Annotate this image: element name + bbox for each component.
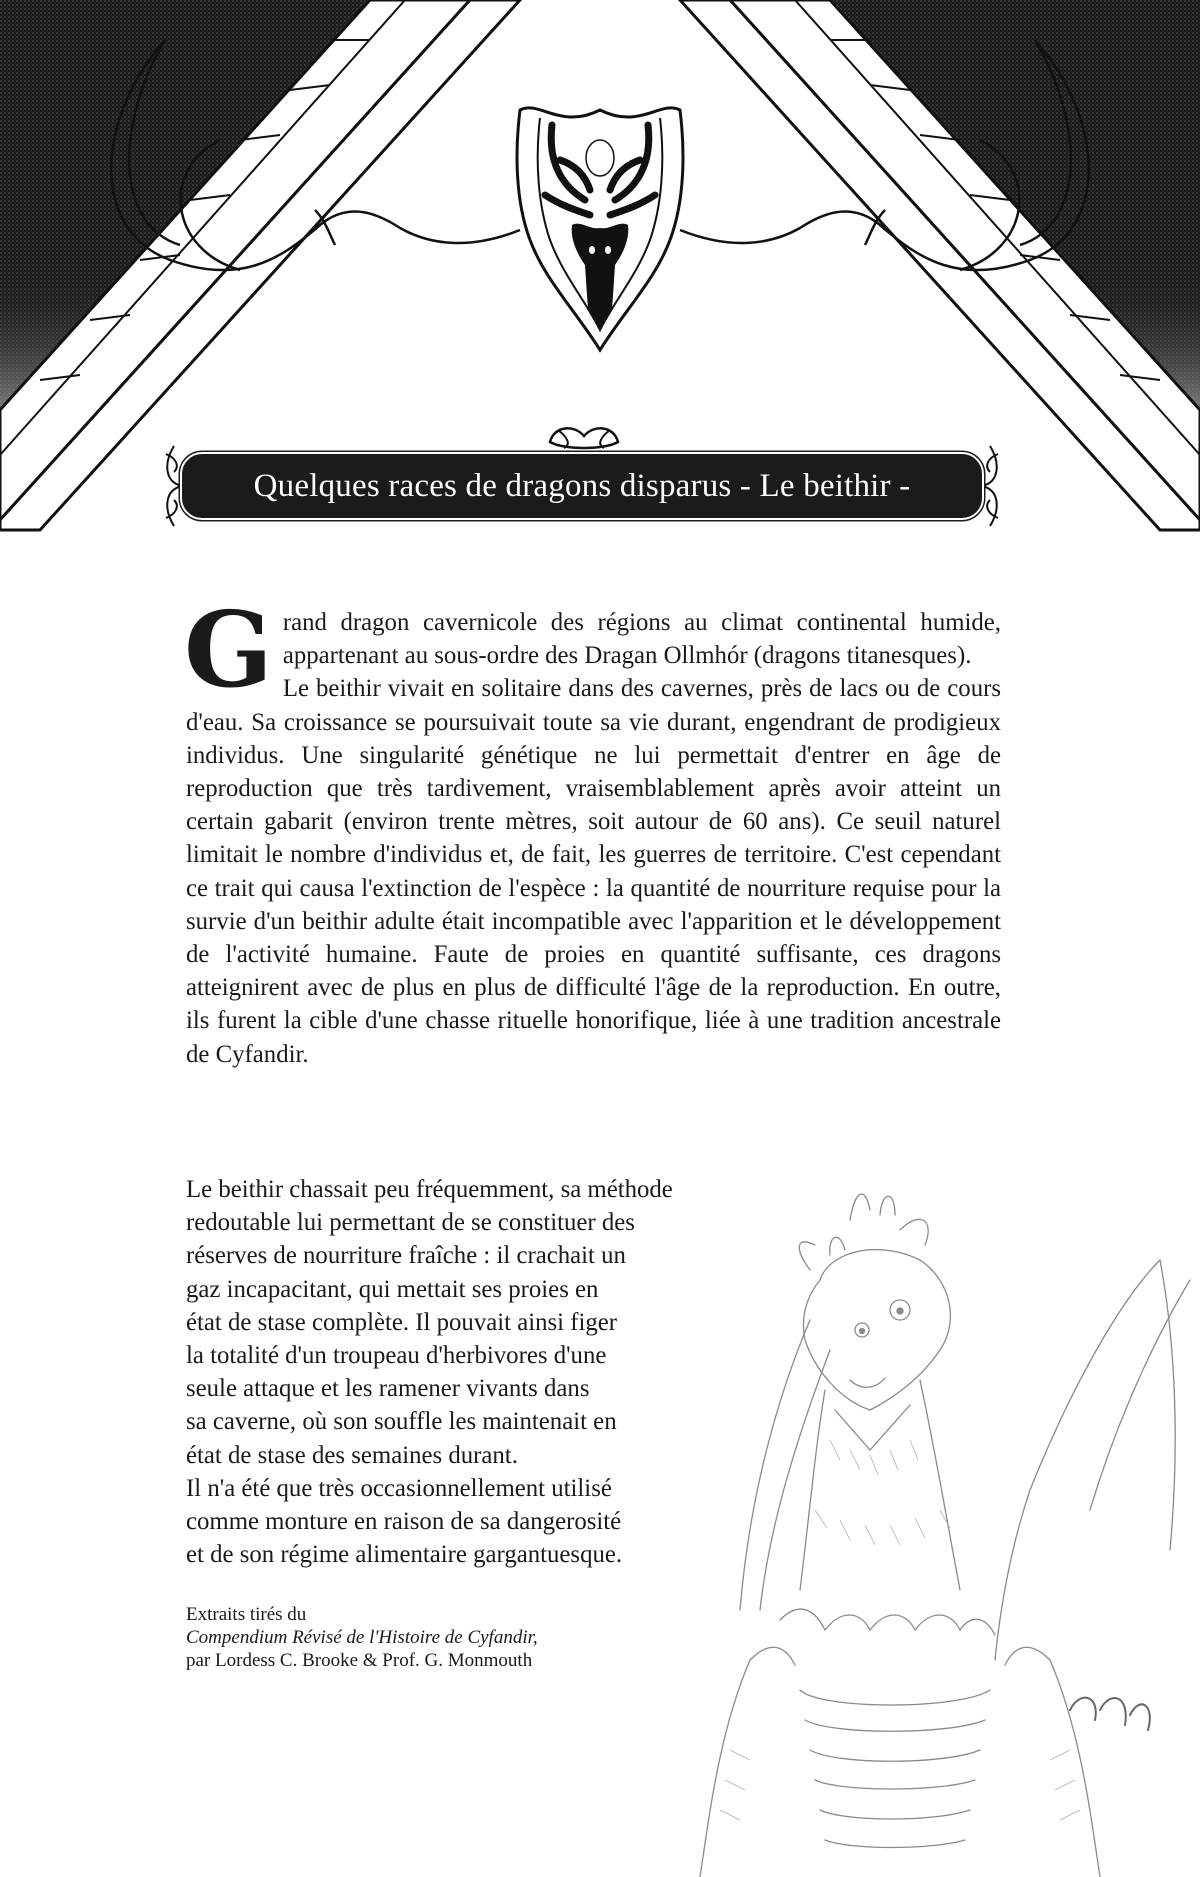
credit-authors: par Lordess C. Brooke & Prof. G. Monmouth bbox=[186, 1650, 533, 1671]
stag-head-crest-icon bbox=[517, 108, 683, 350]
text-line: Le beithir chassait peu fréquemment, sa méthode bbox=[186, 1176, 673, 1203]
credit-book-title: Compendium Révisé de l'Histoire de Cyfandir, bbox=[186, 1627, 538, 1648]
article-body bbox=[184, 588, 1001, 1071]
text-line: la totalité d'un troupeau d'herbivores d'une bbox=[186, 1342, 607, 1370]
crescent-moon-icon bbox=[586, 140, 614, 176]
celtic-knot-ornament-top bbox=[544, 420, 624, 452]
beithir-dragon-sketch bbox=[600, 1190, 1200, 1877]
text-line: sa caverne, où son souffle les maintenait en bbox=[186, 1408, 617, 1436]
text-line: gaz incapacitant, qui mettait ses proies en bbox=[186, 1275, 599, 1303]
text-line: seule attaque et les ramener vivants dans bbox=[186, 1375, 590, 1403]
text-line: état de stase des semaines durant. bbox=[186, 1441, 518, 1469]
text-line: Il n'a été que très occasionnellement utilisé bbox=[186, 1474, 612, 1502]
source-credit bbox=[186, 1603, 538, 1672]
intro-text: rand dragon cavernicole des régions au climat continental humide, appartenant au sous-ordre des Dragan Ollmhór (dragons titanesques). bbox=[282, 609, 1001, 670]
text-line: et de son régime alimentaire gargantuesque. bbox=[186, 1541, 623, 1569]
credit-intro: Extraits tirés du bbox=[186, 1604, 307, 1625]
paragraph-habitat-extinction: Le beithir vivait en solitaire dans des cavernes, près de lacs ou de cours d'eau. Sa croissance se poursuivait toute sa vie durant, engendrant de prodigieux individus. Une singularité génétique ne lui permettait d'entrer en âge de reproduction que très tardivement, vraisemblablement après avoir atteint un certain gabarit (environ trente mètres, soit autour de 60 ans). Ce seuil naturel limitait le nombre d'individus et, de fait, les guerres de territoire. C'est cependant ce trait qui causa l'extinction de l'espèce : la quantité de nourriture requise pour la survie d'un beithir adulte était incompatible avec l'apparition et le développement de l'activité humaine. Faute de proies en quantité suffisante, ces dragons atteignirent avec de plus en plus de difficulté l'âge de la reproduction. En outre, ils furent la cible d'une chasse rituelle honorifique, liée à une tradition ancestrale de Cyfandir. bbox=[186, 675, 1001, 1068]
drop-cap: G bbox=[184, 588, 273, 711]
text-line: redoutable lui permettant de se constituer des bbox=[186, 1209, 635, 1237]
section-title-banner bbox=[160, 452, 1004, 520]
text-line: réserves de nourriture fraîche : il crachait un bbox=[186, 1242, 626, 1270]
page-title: Quelques races de dragons disparus - Le beithir - bbox=[253, 468, 911, 504]
text-line: état de stase complète. Il pouvait ainsi figer bbox=[186, 1308, 618, 1336]
text-line: comme monture en raison de sa dangerosité bbox=[186, 1508, 622, 1536]
intro-paragraph bbox=[184, 588, 1001, 711]
